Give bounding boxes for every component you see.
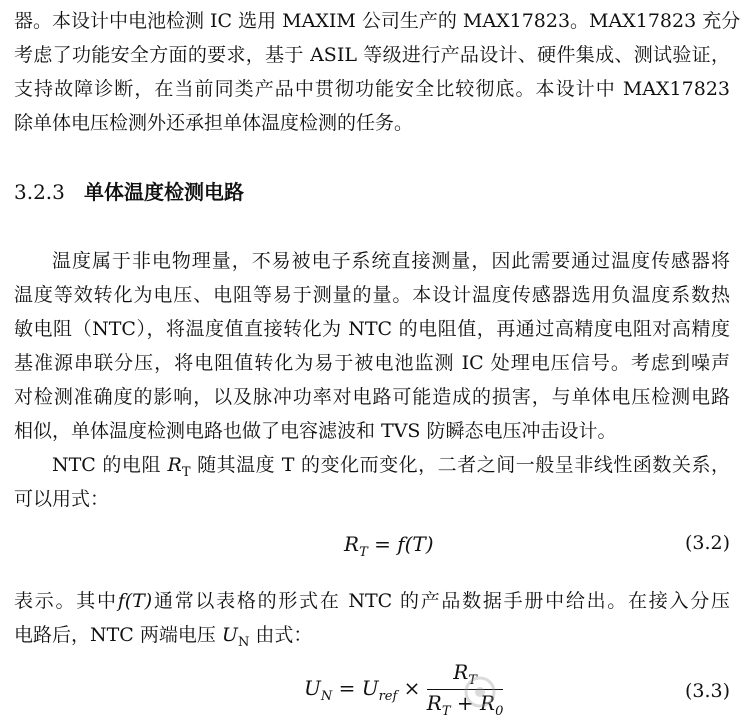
text-line: 相似，单体温度检测电路也做了电容滤波和 TVS 防瞬态电压冲击设计。	[14, 420, 617, 442]
math-subscript: T	[181, 464, 191, 480]
math-rhs: = f(T)	[367, 532, 434, 556]
math-variable: U	[221, 624, 238, 646]
math-operator: =	[332, 676, 362, 700]
text-line: 器。本设计中电池检测 IC 选用 MAXIM 公司生产的 MAX17823。MAX17823 充分	[14, 10, 741, 32]
text-line: 支持故障诊断，在当前同类产品中贯彻功能安全比较彻底。本设计中 MAX17823	[14, 78, 730, 100]
paragraph-2	[14, 244, 730, 448]
equation-3-2	[14, 528, 730, 568]
text-line: 温度等效转化为电压、电阻等易于测量的量。本设计温度传感器选用负温度系数热	[14, 284, 730, 306]
paragraph-3	[14, 448, 730, 516]
text-line: 对检测准确度的影响，以及脉冲功率对电路可能造成的损害，与单体电压检测电路	[14, 386, 730, 408]
math-subscript: N	[320, 689, 333, 704]
math-subscript: N	[237, 634, 250, 650]
paragraph-1	[14, 4, 741, 140]
math-subscript: T	[441, 704, 451, 719]
text-run: 由式：	[249, 624, 313, 646]
math-operator: ×	[397, 676, 427, 700]
equation-expression	[344, 532, 434, 560]
math-subscript: 0	[495, 704, 504, 719]
text-line: 考虑了功能安全方面的要求，基于 ASIL 等级进行产品设计、硬件集成、测试验证，	[14, 44, 730, 66]
text-line	[14, 618, 730, 652]
text-run: 表示。其中	[14, 590, 118, 612]
equation-number: (3.2)	[684, 532, 730, 554]
math-expression: f(T)	[117, 590, 153, 612]
watermark-logo-icon	[460, 672, 500, 712]
text-line: 敏电阻（NTC），将温度值直接转化为 NTC 的电阻值，再通过高精度电阻对高精度	[14, 318, 730, 340]
text-line	[14, 448, 730, 482]
math-variable: R	[453, 660, 469, 684]
math-subscript: ref	[378, 689, 398, 704]
math-subscript: T	[468, 673, 477, 688]
text-line: 温度属于非电物理量，不易被电子系统直接测量，因此需要通过温度传感器将	[52, 250, 730, 272]
text-line: 基准源串联分压，将电阻值转化为易于被电池监测 IC 处理电压信号。考虑到噪声	[14, 352, 730, 374]
section-title: 单体温度检测电路	[84, 180, 244, 204]
math-subscript: T	[359, 545, 368, 560]
math-variable: U	[361, 676, 379, 700]
text-line	[14, 584, 730, 618]
equation-3-3	[14, 660, 730, 720]
math-operator: +	[450, 691, 481, 715]
section-heading	[14, 176, 244, 205]
text-run: 电路后，NTC 两端电压	[14, 624, 222, 646]
paragraph-4	[14, 584, 730, 652]
math-variable: U	[304, 676, 321, 700]
text-line: 除单体电压检测外还承担单体温度检测的任务。	[14, 112, 414, 134]
math-variable: R	[426, 691, 442, 715]
section-number: 3.2.3	[14, 180, 65, 204]
math-variable: R	[344, 532, 360, 556]
math-variable: R	[167, 454, 182, 476]
math-variable: R	[480, 691, 496, 715]
text-run: 通常以表格的形式在 NTC 的产品数据手册中给出。在接入分压	[152, 590, 730, 612]
equation-number: (3.3)	[684, 680, 730, 702]
text-run: NTC 的电阻	[52, 454, 168, 476]
text-run: 随其温度 T 的变化而变化，二者之间一般呈非线性函数关系，	[190, 454, 731, 476]
text-line: 可以用式：	[14, 488, 110, 510]
